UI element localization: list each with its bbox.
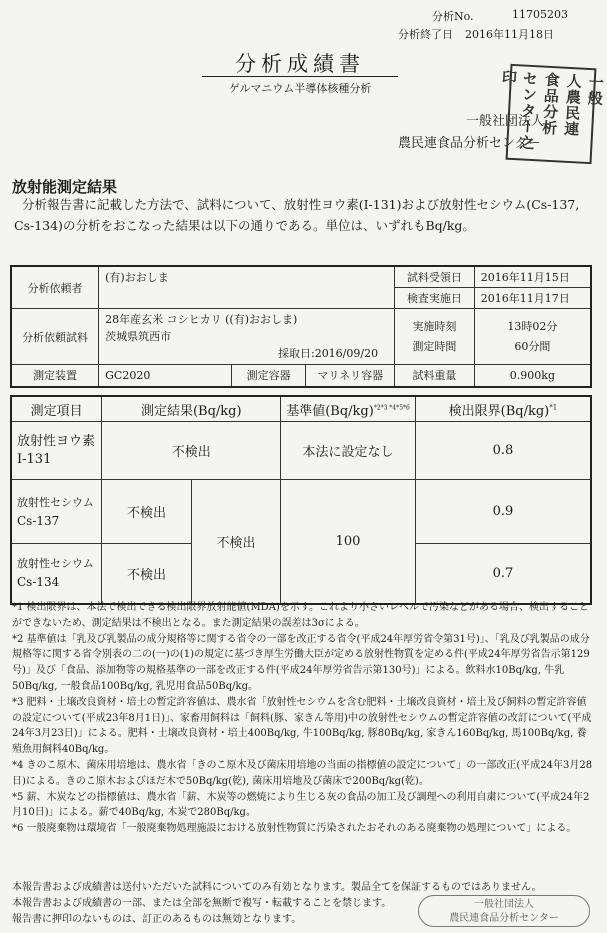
results-table: [10, 395, 592, 605]
document-title: 分析成績書: [235, 52, 365, 76]
header-limit: [415, 396, 591, 422]
header-limit-text: 検出限界(Bq/kg): [448, 403, 550, 419]
cs134-name: 放射性セシウム: [17, 557, 94, 571]
header-item: 測定項目: [11, 396, 102, 422]
footer-line1: 本報告書および成績書は送付いただいた試料についてのみ有効となります。製品全てを保証するものではありません。: [12, 882, 542, 893]
cs137-item: [11, 480, 102, 544]
note-2: *2 基準値は「乳及び乳製品の成分規格等に関する省令の一部を改正する省令(平成24年厚労省令第31号)」、「乳及び乳製品の成分規格等に関する省令別表の二の(一)の(1)の規定に基づき厚生労働大臣が定める放射性物質を定める件(平成24年厚労省告示第129号)」及び「食品、添加物等の規格基準の一部を改正する件(平成24年厚労省告示第130号)」による。飲料水10Bq/kg, 牛乳50Bq/kg, 一般食品100Bq/kg, 乳児用食品50Bq/kg。: [12, 633, 590, 692]
cs134-result: 不検出: [102, 544, 191, 604]
footnotes: [12, 600, 594, 837]
cesium-standard: 100: [281, 480, 416, 604]
received-date: 2016年11月15日: [474, 266, 591, 288]
sample-line1: 28年産玄米 コシヒカリ ((有)おおしま): [105, 313, 298, 326]
test-date-label: 検査実施日: [395, 288, 475, 309]
title-underline: [202, 76, 398, 77]
seal-col-4: センター之印: [499, 69, 540, 152]
stamp-line1: 一般社団法人: [474, 899, 534, 910]
weight-value: 0.900kg: [474, 365, 591, 387]
device-value: GC2020: [99, 365, 232, 387]
sample-line2: 茨城県筑西市: [105, 330, 172, 343]
note-1: *1 検出限界は、本法で検出できる検出限界放射能値(MDA)を示す。これより小さいレベルで汚染などがある場合、検出することができないため、測定結果は不検出となる。また測定結果の誤差は3σによる。: [12, 602, 590, 629]
org-line2: 農民連食品分析センター: [398, 136, 541, 151]
organization-stamp: [418, 895, 590, 927]
section-title: 放射能測定結果: [12, 178, 118, 196]
cs137-limit: 0.9: [415, 480, 591, 544]
client-value: (有)おおしま: [99, 266, 395, 309]
cesium-total-result: 不検出: [191, 480, 280, 604]
document-subtitle: ゲルマニウム半導体核種分析: [228, 82, 372, 95]
end-date: 2016年11月18日: [465, 28, 554, 41]
iodine-limit: 0.8: [415, 422, 591, 480]
time-values: [474, 309, 591, 365]
duration-label: 測定時間: [412, 339, 457, 353]
time-labels: [395, 309, 475, 365]
sample-description: [99, 309, 395, 365]
cs134-limit: 0.7: [415, 544, 591, 604]
container-value: マリネリ容器: [306, 365, 395, 387]
cs137-result: 不検出: [102, 480, 191, 544]
iodine-standard: 本法に設定なし: [281, 422, 416, 480]
analysis-no: 11705203: [512, 8, 568, 21]
end-date-label: 分析終了日: [398, 28, 453, 41]
header-standard: [281, 396, 416, 422]
time-value: 13時02分: [507, 319, 558, 333]
sample-info-table: [10, 265, 592, 388]
device-label: 測定装置: [11, 365, 99, 387]
weight-label: 試料重量: [395, 365, 475, 387]
header-limit-sup: *1: [549, 403, 558, 412]
container-label: 測定容器: [231, 365, 306, 387]
seal-col-2: 人農民連: [561, 72, 584, 138]
org-line1: 一般社団法人: [466, 114, 545, 129]
duration-value: 60分間: [514, 339, 551, 353]
intro-text: 分析報告書に記載した方法で、試料について、放射性ヨウ素(I-131)および放射性セシウム(Cs-137, Cs-134)の分析をおこなった結果は以下の通りである。単位は、いずれもBq/kg。: [14, 197, 580, 233]
header-standard-text: 基準値(Bq/kg): [286, 403, 374, 419]
iodine-code: I-131: [17, 451, 52, 467]
cs137-name: 放射性セシウム: [17, 495, 94, 509]
header-standard-sup: *2*3 *4*5*6: [373, 404, 410, 412]
cs134-item: [11, 544, 102, 604]
iodine-item: [11, 422, 102, 480]
cs134-code: Cs-134: [17, 575, 60, 590]
intro-paragraph: [14, 194, 592, 236]
analysis-no-label: 分析No.: [432, 10, 474, 23]
note-5: *5 薪、木炭などの指標値は、農水省「薪、木炭等の燃焼により生じる灰の食品の加工及び調理への利用自粛について(平成24年2月10日)」による。薪で40Bq/kg, 木炭で280Bq/kg。: [12, 791, 590, 819]
received-date-label: 試料受領日: [395, 266, 475, 288]
sample-label: 分析依頼試料: [11, 309, 99, 365]
footer-line2: 本報告書および成績書の一部、または全部を無断で複写・転載することを禁じます。: [12, 898, 392, 909]
test-date: 2016年11月17日: [474, 288, 591, 309]
time-label: 実施時刻: [412, 319, 457, 333]
note-3: *3 肥料・土壌改良資材・培土の暫定許容値は、農水省「放射性セシウムを含む肥料・土壌改良資材・培土及び飼料の暫定許容値の設定について(平成23年8月1日)」、家畜用飼料は「飼料(豚、家きん等用)中の放射性セシウムの暫定許容値の改訂について(平成24年3月23日)」による。肥料・土壌改良資材・培土400Bq/kg, 牛100Bq/kg, 豚80Bq/kg, 家きん160Bq/kg, 馬100Bq/kg, 養殖魚用飼料40Bq/kg。: [12, 696, 592, 756]
iodine-name: 放射性ヨウ素: [17, 433, 96, 449]
client-label: 分析依頼者: [11, 266, 99, 309]
note-6: *6 一般廃棄物は環境省「一般廃棄物処理施設における放射性物質に汚染されたおそれのある廃棄物の処理について」による。: [12, 823, 577, 835]
stamp-line2: 農民連食品分析センター: [449, 913, 559, 924]
seal-col-3: 食品分析: [539, 71, 562, 137]
seal-col-1: 一般: [585, 73, 606, 107]
iodine-result: 不検出: [102, 422, 281, 480]
note-4: *4 きのこ原木、菌床用培地は、農水省「きのこ原木及び菌床用培地の当面の指標値の設定について」の一部改正(平成24年3月28日)による。きのこ原木およびほだ木で50Bq/kg(乾), 菌床用培地及び菌床で200Bq/kg(乾)。: [12, 759, 593, 787]
header-result: 測定結果(Bq/kg): [102, 396, 281, 422]
collection-date: 採取日:2016/09/20: [277, 347, 379, 360]
cs137-code: Cs-137: [17, 513, 60, 528]
footer-line3: 報告書に押印のないものは、訂正のあるものは無効となります。: [12, 914, 302, 925]
